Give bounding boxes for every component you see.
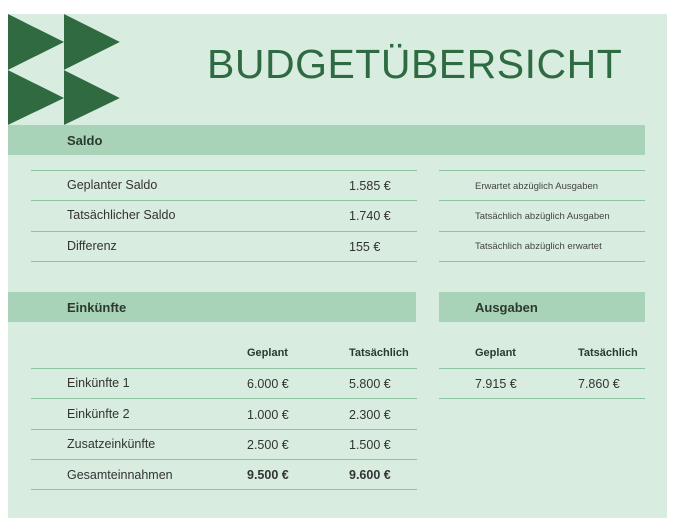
einkuenfte-col-actual: Tatsächlich	[349, 347, 409, 359]
einkuenfte-header-band	[8, 292, 416, 322]
ausgaben-planned: 7.915 €	[475, 377, 517, 391]
einkuenfte-heading: Einkünfte	[67, 300, 127, 315]
einkuenfte-rule	[31, 368, 417, 369]
ausgaben-heading: Ausgaben	[475, 300, 538, 315]
saldo-row-3-note: Tatsächlich abzüglich erwartet	[475, 241, 602, 252]
saldo-rule	[31, 231, 417, 232]
einkuenfte-rule	[31, 459, 417, 460]
saldo-note-rule	[439, 231, 645, 232]
einkuenfte-col-planned: Geplant	[247, 347, 288, 359]
page-title: BUDGETÜBERSICHT	[207, 41, 623, 87]
ausgaben-col-planned: Geplant	[475, 347, 516, 359]
saldo-note-rule	[439, 261, 645, 262]
saldo-header-band	[8, 125, 645, 155]
einkuenfte-row-3-actual: 1.500 €	[349, 438, 391, 452]
einkuenfte-rule	[31, 429, 417, 430]
einkuenfte-row-2-planned: 1.000 €	[247, 408, 289, 422]
saldo-rule	[31, 261, 417, 262]
saldo-row-2-value: 1.740 €	[349, 209, 391, 223]
saldo-row-2-label: Tatsächlicher Saldo	[67, 208, 176, 222]
saldo-heading: Saldo	[67, 133, 103, 148]
saldo-rule	[31, 200, 417, 201]
triangle-pattern-icon	[8, 14, 120, 125]
saldo-row-3-value: 155 €	[349, 240, 381, 254]
einkuenfte-total-planned: 9.500 €	[247, 468, 289, 482]
ausgaben-actual: 7.860 €	[578, 377, 620, 391]
saldo-row-1-label: Geplanter Saldo	[67, 178, 158, 192]
einkuenfte-row-3-label: Zusatzeinkünfte	[67, 437, 156, 451]
saldo-rule	[31, 170, 417, 171]
einkuenfte-row-2-actual: 2.300 €	[349, 408, 391, 422]
triangle-pattern-logo	[8, 14, 120, 125]
ausgaben-rule	[439, 368, 645, 369]
ausgaben-col-actual: Tatsächlich	[578, 347, 638, 359]
saldo-row-2-note: Tatsächlich abzüglich Ausgaben	[475, 211, 610, 222]
einkuenfte-rule	[31, 398, 417, 399]
ausgaben-rule	[439, 398, 645, 399]
saldo-row-3-label: Differenz	[67, 239, 117, 253]
einkuenfte-row-2-label: Einkünfte 2	[67, 407, 130, 421]
einkuenfte-total-actual: 9.600 €	[349, 468, 391, 482]
einkuenfte-total-label: Gesamteinnahmen	[67, 468, 173, 482]
einkuenfte-row-1-label: Einkünfte 1	[67, 376, 130, 390]
saldo-row-1-note: Erwartet abzüglich Ausgaben	[475, 181, 599, 192]
saldo-row-1-value: 1.585 €	[349, 179, 391, 193]
saldo-note-rule	[439, 200, 645, 201]
einkuenfte-row-3-planned: 2.500 €	[247, 438, 289, 452]
einkuenfte-row-1-planned: 6.000 €	[247, 377, 289, 391]
ausgaben-header-band	[439, 292, 645, 322]
einkuenfte-row-1-actual: 5.800 €	[349, 377, 391, 391]
einkuenfte-rule	[31, 489, 417, 490]
saldo-note-rule	[439, 170, 645, 171]
